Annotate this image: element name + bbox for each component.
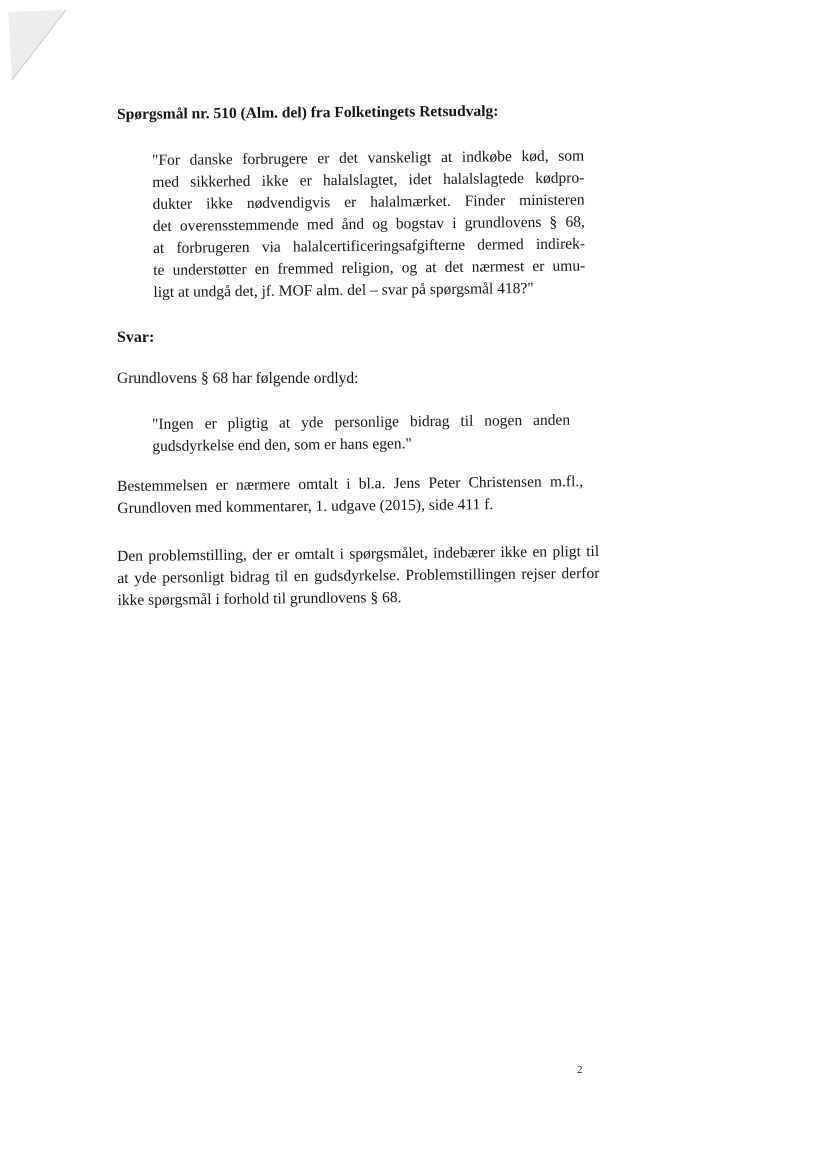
conclusion-line: at yde personligt bidrag til en gudsdyrkelse. Problemstillingen rejser derfor [117,564,600,587]
question-line: ligt at undgå det, jf. MOF alm. del – svar på spørgsmål 418?" [153,280,534,301]
intro-line: Grundlovens § 68 har følgende ordlyd: [117,370,359,387]
citation-line: "Ingen er pligtig at yde personlige bidrag til nogen anden [152,411,571,433]
question-line: med sikkerhed ikke er halalslagtet, idet halalslagtede kødpro- [152,169,585,191]
reference-paragraph [117,471,583,520]
answer-heading: Svar: [117,329,155,346]
reference-line: Bestemmelsen er nærmere omtalt i bl.a. Jens Peter Christensen m.fl., [117,473,584,495]
question-line: det overensstemmende med ånd og bogstav i grundlovens § 68, [152,213,585,235]
constitution-citation [152,410,570,458]
page-corner-fold [0,0,80,90]
conclusion-paragraph [117,541,600,612]
page-number: 2 [577,1064,583,1076]
question-quote [152,145,586,304]
conclusion-line: ikke spørgsmål i forhold til grundlovens § 68. [117,589,402,609]
reference-line: Grundloven med kommentarer, 1. udgave (2015), side 411 f. [117,496,494,517]
conclusion-line: Den problemstilling, der er omtalt i spørgsmålet, indebærer ikke en pligt til [117,542,600,565]
question-line: te understøtter en fremmed religion, og at det nærmest er umu- [153,257,586,279]
citation-line: gudsdyrkelse end den, som er hans egen." [152,435,412,455]
question-line: "For danske forbrugere er det vanskeligt at indkøbe kød, som [152,147,585,169]
question-heading: Spørgsmål nr. 510 (Alm. del) fra Folketingets Retsudvalg: [117,102,499,123]
question-line: dukter ikke nødvendigvis er halalmærket. Finder ministeren [152,191,585,213]
question-line: at forbrugeren via halalcertificeringsafgifterne dermed indirek- [152,235,586,257]
